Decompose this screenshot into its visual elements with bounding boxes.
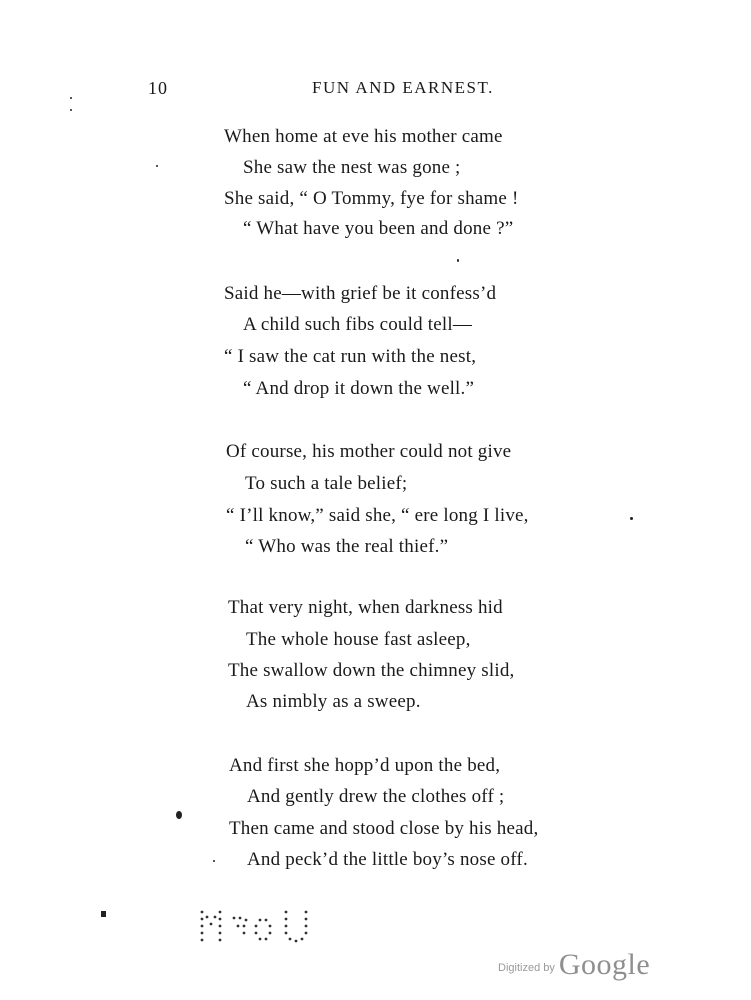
- poem-line: “ And drop it down the well.”: [243, 378, 475, 399]
- google-logo: Google: [558, 948, 651, 981]
- poem-line: She said, “ O Tommy, fye for shame !: [224, 188, 519, 209]
- scan-speck: [630, 517, 633, 520]
- poem-line: “ What have you been and done ?”: [243, 218, 514, 239]
- poem-line: “ Who was the real thief.”: [245, 536, 449, 557]
- digitized-by-google-watermark: [498, 948, 650, 982]
- running-title: FUN AND EARNEST.: [312, 78, 494, 97]
- poem-line: She saw the nest was gone ;: [243, 157, 461, 178]
- poem-line: And gently drew the clothes off ;: [247, 786, 505, 807]
- poem-line: “ I’ll know,” said she, “ ere long I live,: [226, 505, 529, 526]
- scan-speck: [70, 97, 72, 99]
- poem-line: Of course, his mother could not give: [226, 441, 512, 462]
- poem-line: That very night, when darkness hid: [228, 597, 503, 618]
- scan-speck: [213, 860, 215, 862]
- digitized-by-label: Digitized by: [498, 962, 555, 974]
- poem-line: As nimbly as a sweep.: [246, 691, 421, 712]
- scan-speck: [101, 911, 106, 917]
- poem-line: The swallow down the chimney slid,: [228, 660, 515, 681]
- scan-speck: [156, 165, 158, 167]
- poem-line: A child such fibs could tell—: [243, 314, 473, 335]
- poem-line: To such a tale belief;: [245, 473, 408, 494]
- poem-line: “ I saw the cat run with the nest,: [224, 346, 477, 367]
- poem-line: When home at eve his mother came: [224, 126, 503, 147]
- scan-speck: [176, 811, 182, 819]
- library-stamp: [198, 908, 318, 948]
- poem-line: And peck’d the little boy’s nose off.: [247, 849, 528, 870]
- scan-speck: [457, 259, 459, 262]
- scan-speck: [70, 109, 72, 111]
- poem-line: Said he—with grief be it confess’d: [224, 283, 497, 304]
- poem-line: The whole house fast asleep,: [246, 629, 471, 650]
- poem-line: And first she hopp’d upon the bed,: [229, 755, 501, 776]
- poem-line: Then came and stood close by his head,: [229, 818, 539, 839]
- page-number: 10: [148, 78, 168, 98]
